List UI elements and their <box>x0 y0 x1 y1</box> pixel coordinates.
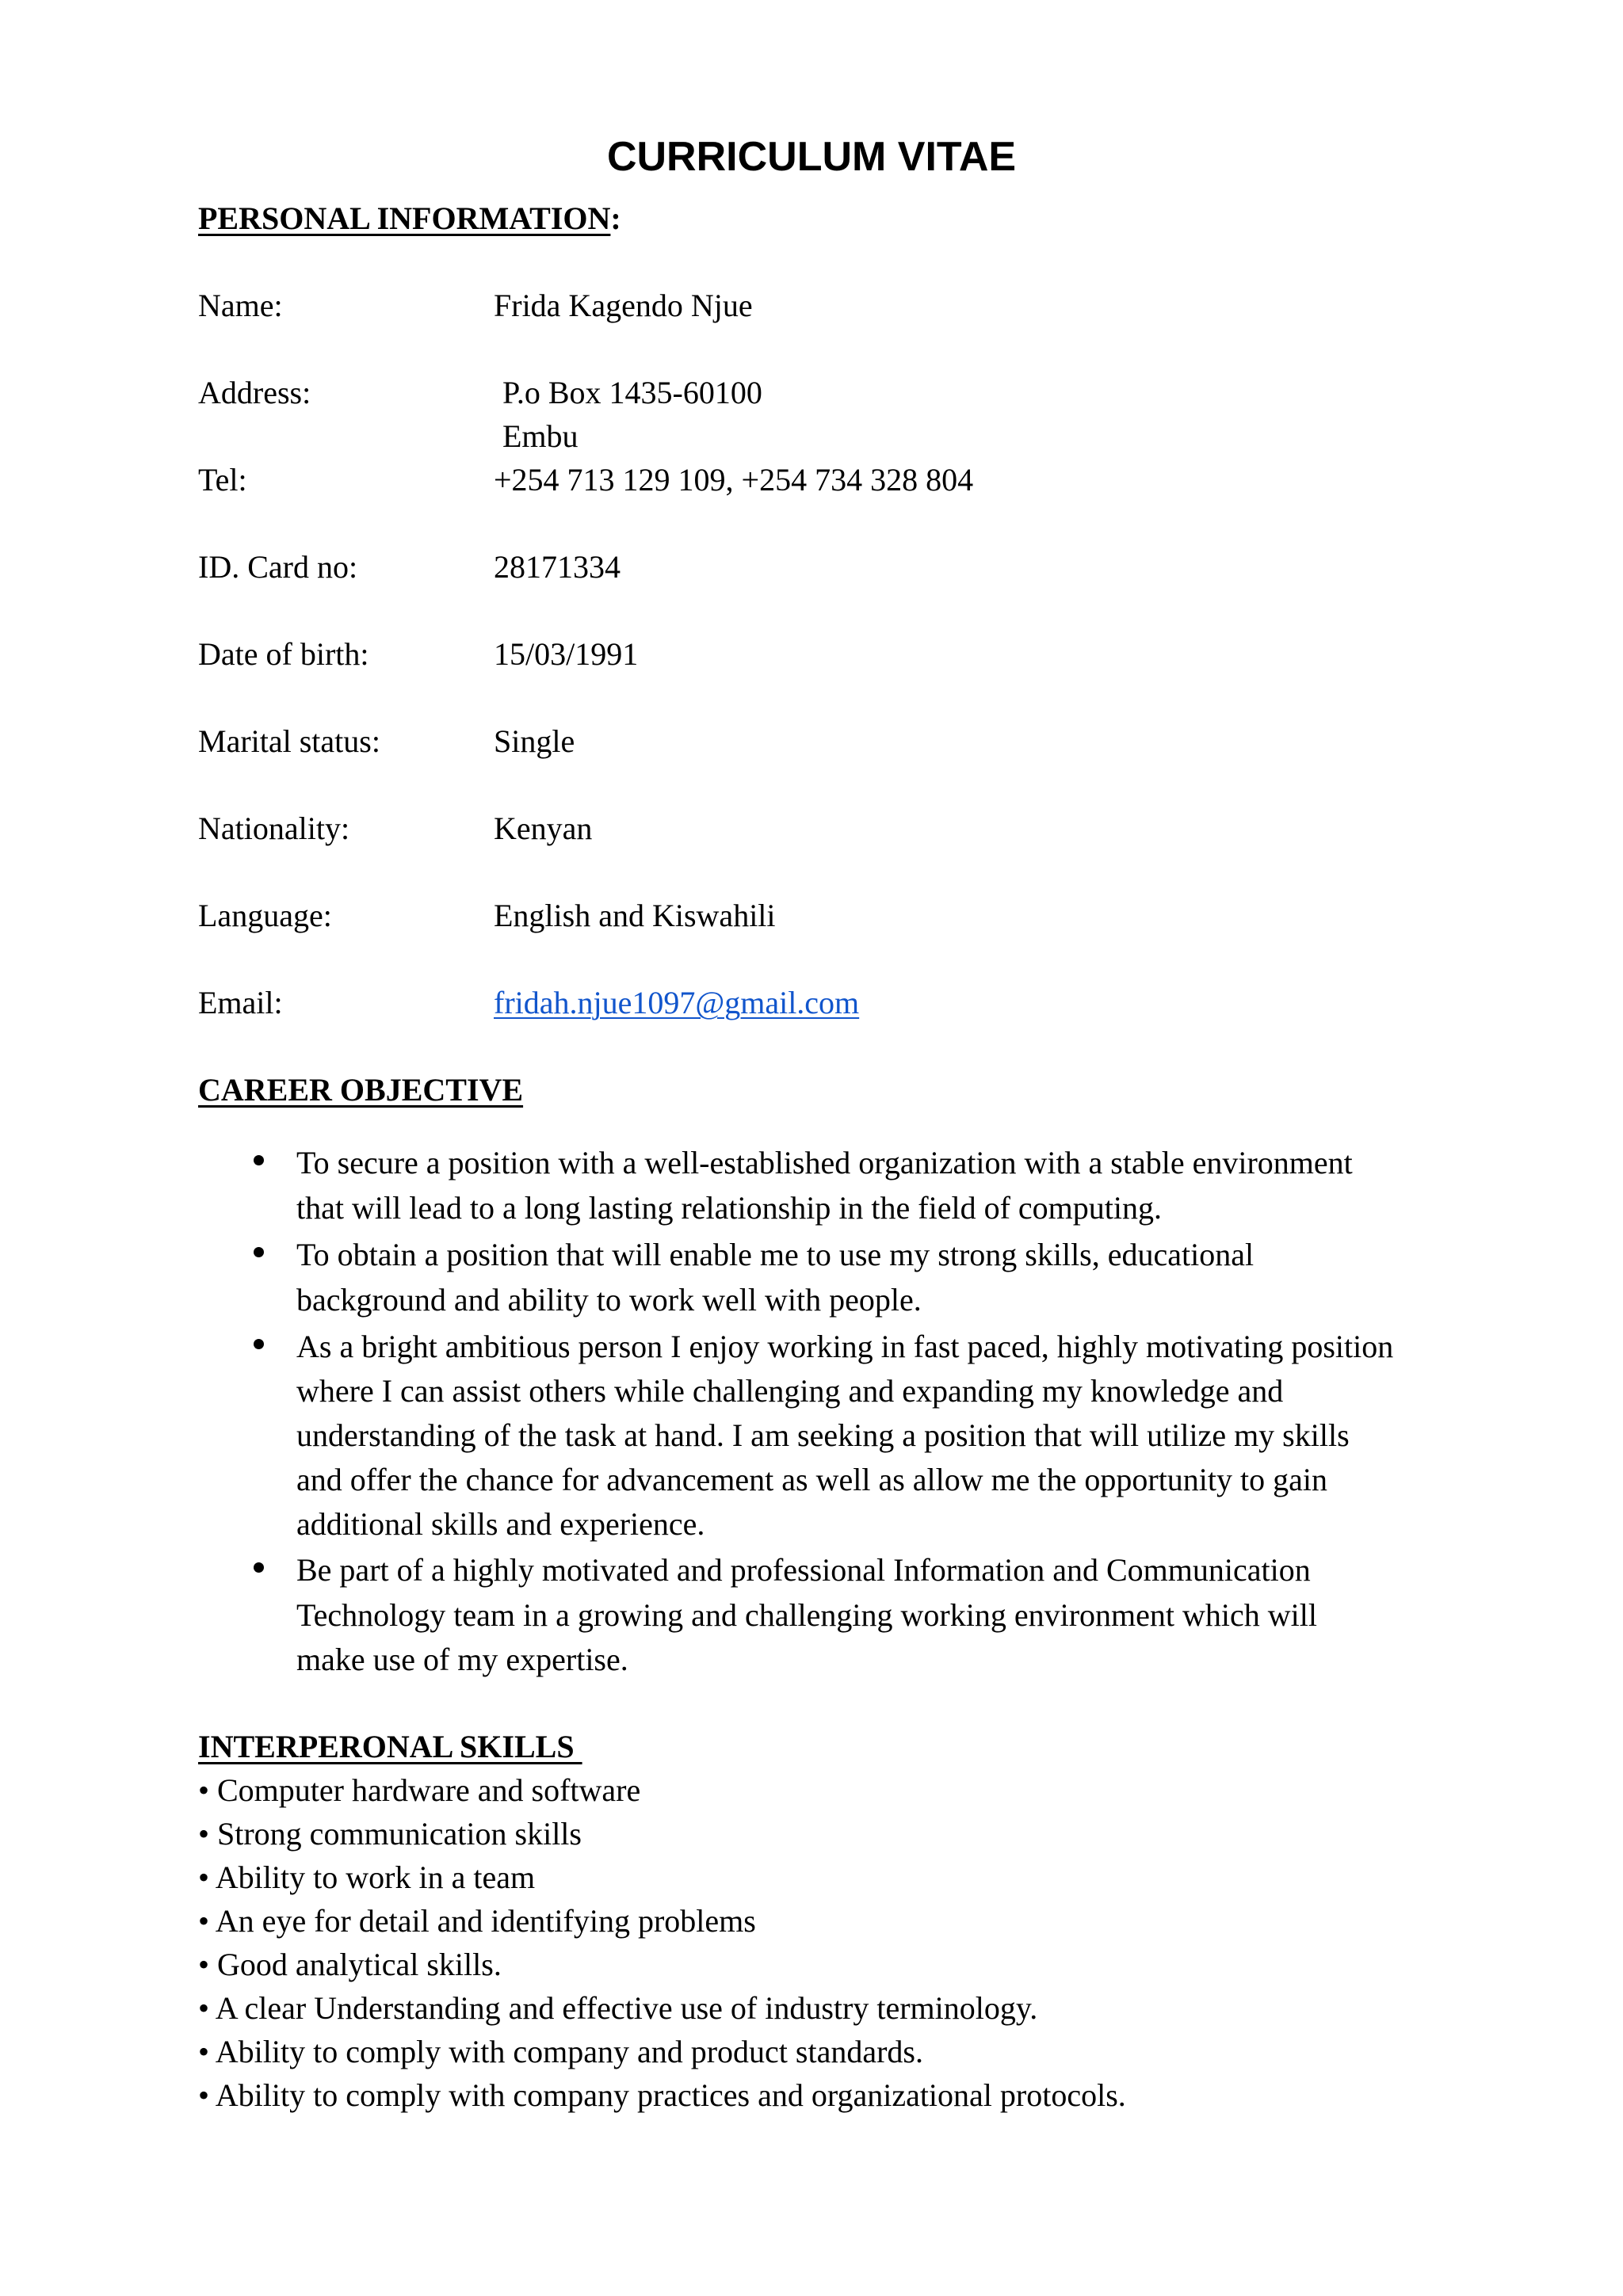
skill-item-1: • Computer hardware and software <box>198 1772 641 1808</box>
email-label: Email: <box>198 985 283 1020</box>
career-item-4-line-3: make use of my expertise. <box>296 1642 628 1677</box>
dob-value: 15/03/1991 <box>494 636 639 672</box>
language-label: Language: <box>198 898 332 933</box>
nationality-value: Kenyan <box>494 810 593 846</box>
name-value: Frida Kagendo Njue <box>494 288 753 323</box>
bullet-icon <box>254 1155 264 1165</box>
career-item-3-line-4: and offer the chance for advancement as well as allow me the opportunity to gain <box>296 1462 1328 1497</box>
personal-heading-colon: : <box>610 200 621 236</box>
career-item-2-line-2: background and ability to work well with people. <box>296 1282 922 1318</box>
personal-heading-text: PERSONAL INFORMATION <box>198 200 611 236</box>
address-label: Address: <box>198 375 311 410</box>
tel-label: Tel: <box>198 462 247 498</box>
personal-information-heading <box>198 200 621 236</box>
name-label: Name: <box>198 288 283 323</box>
career-item-3-line-5: additional skills and experience. <box>296 1506 705 1542</box>
document-title: CURRICULUM VITAE <box>606 134 1017 180</box>
bullet-icon <box>254 1247 264 1257</box>
career-item-3-line-1: As a bright ambitious person I enjoy working in fast paced, highly motivating position <box>296 1329 1394 1364</box>
address-line1: P.o Box 1435-60100 <box>502 375 762 410</box>
skill-item-2: • Strong communication skills <box>198 1816 582 1852</box>
email-link[interactable]: fridah.njue1097@gmail.com <box>494 985 860 1020</box>
nationality-label: Nationality: <box>198 810 350 846</box>
bullet-icon <box>254 1562 264 1573</box>
skill-item-5: • Good analytical skills. <box>198 1947 502 1982</box>
career-item-1-line-2: that will lead to a long lasting relationship in the field of computing. <box>296 1190 1163 1226</box>
career-item-3-line-3: understanding of the task at hand. I am seeking a position that will utilize my skills <box>296 1417 1350 1453</box>
skill-item-3: • Ability to work in a team <box>198 1859 536 1895</box>
marital-status-value: Single <box>494 723 575 759</box>
skill-item-6: • A clear Understanding and effective use of industry terminology. <box>198 1990 1038 2026</box>
career-item-3-line-2: where I can assist others while challenging and expanding my knowledge and <box>296 1373 1284 1409</box>
skill-item-4: • An eye for detail and identifying problems <box>198 1903 756 1939</box>
career-item-4-line-2: Technology team in a growing and challenging working environment which will <box>296 1597 1318 1633</box>
marital-status-label: Marital status: <box>198 723 380 759</box>
career-objective-heading: CAREER OBJECTIVE <box>198 1072 524 1108</box>
career-item-1-line-1: To secure a position with a well-established organization with a stable environment <box>296 1145 1353 1180</box>
skill-item-7: • Ability to comply with company and product standards. <box>198 2034 923 2069</box>
dob-label: Date of birth: <box>198 636 369 672</box>
tel-value: +254 713 129 109, +254 734 328 804 <box>494 462 974 498</box>
language-value: English and Kiswahili <box>494 898 776 933</box>
career-item-4-line-1: Be part of a highly motivated and professional Information and Communication <box>296 1552 1311 1588</box>
skill-item-8: • Ability to comply with company practices and organizational protocols. <box>198 2077 1126 2113</box>
address-line2: Embu <box>502 418 579 454</box>
id-card-label: ID. Card no: <box>198 549 358 585</box>
career-item-2-line-1: To obtain a position that will enable me to use my strong skills, educational <box>296 1237 1254 1272</box>
interpersonal-skills-heading: INTERPERONAL SKILLS <box>198 1729 582 1764</box>
bullet-icon <box>254 1339 264 1349</box>
id-card-value: 28171334 <box>494 549 621 585</box>
